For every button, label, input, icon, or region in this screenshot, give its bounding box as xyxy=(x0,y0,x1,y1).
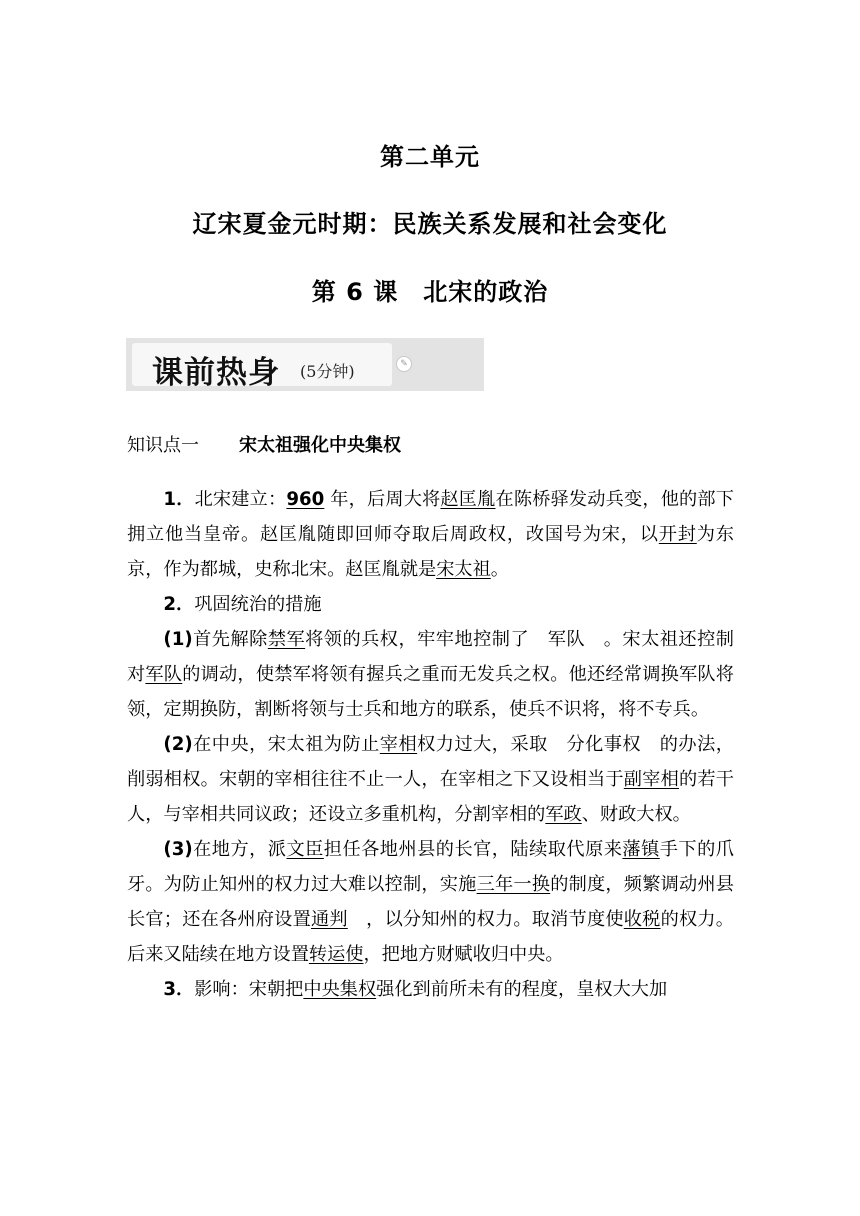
answer-blank: 赵匡胤 xyxy=(440,489,496,510)
lesson-content xyxy=(127,482,734,1007)
text: 手下的爪牙。为防止知州的权力过大难以控制，实施 xyxy=(127,839,734,895)
text: 权力过大，采取 xyxy=(417,734,567,755)
answer-blank: 军队 xyxy=(145,664,183,685)
answer-blank: 军队 xyxy=(547,629,586,650)
answer-blank: 禁军 xyxy=(267,629,306,650)
clock-icon: ✎ xyxy=(396,356,412,372)
text: 的若干人，与宰相共同议政；还设立多重机构，分割宰相的 xyxy=(127,769,734,825)
knowledge-point-title: 宋太祖强化中央集权 xyxy=(239,435,401,456)
answer-blank: 三年一换 xyxy=(476,874,551,895)
text: 为东京，作为都城，史称北宋。赵匡胤就是 xyxy=(127,524,734,580)
text: ，把地方财赋收归中央。 xyxy=(363,944,564,965)
text: 在中央，宋太祖为防止 xyxy=(192,734,380,755)
answer-blank: 藩镇 xyxy=(622,839,660,860)
answer-blank: 开封 xyxy=(658,524,697,545)
text: 在地方，派 xyxy=(192,839,287,860)
text: 的权力。后来又陆续在地方设置 xyxy=(127,909,734,965)
item-number: (3) xyxy=(163,839,193,860)
answer-blank: 960 xyxy=(286,489,325,510)
text: 。宋太祖还控制对 xyxy=(127,629,734,685)
answer-blank: 中央集权 xyxy=(303,979,377,1000)
knowledge-point-label: 知识点一 xyxy=(127,435,199,456)
paragraph-2 xyxy=(127,587,734,622)
warmup-banner xyxy=(126,338,484,391)
knowledge-point-heading xyxy=(127,431,401,457)
text: 担任各地州县的长官，陆续取代原来 xyxy=(323,839,623,860)
text: 将领的兵权，牢牢地控制了 xyxy=(305,629,548,650)
text: 的制度，频繁调动州县长官；还在各州府设置 xyxy=(127,874,734,930)
item-number: (2) xyxy=(163,734,193,755)
answer-blank: 宋太祖 xyxy=(436,559,491,580)
unit-title: 第二单元 xyxy=(380,143,480,171)
paragraph-6 xyxy=(127,972,734,1007)
text: ，以分知州的权力。取消节度使 xyxy=(347,909,624,930)
text: 首先解除 xyxy=(192,629,268,650)
item-number: 3． xyxy=(163,979,195,1000)
paragraph-5 xyxy=(127,832,734,972)
answer-blank: 分化事权 xyxy=(566,734,642,755)
text: 强化到前所未有的程度，皇权大大加 xyxy=(376,979,668,1000)
answer-blank: 转运使 xyxy=(308,944,364,965)
answer-blank: 通判 xyxy=(310,909,348,930)
paragraph-1 xyxy=(127,482,734,587)
item-number: 2． xyxy=(163,594,195,615)
answer-blank: 文臣 xyxy=(286,839,324,860)
period-title: 辽宋夏金元时期：民族关系发展和社会变化 xyxy=(192,210,668,238)
text: 北宋建立： xyxy=(194,489,287,510)
answer-blank: 副宰相 xyxy=(623,769,679,790)
text: 、财政大权。 xyxy=(581,804,691,825)
item-number: (1) xyxy=(163,629,193,650)
text: 影响：宋朝把 xyxy=(194,979,304,1000)
text: 。 xyxy=(490,559,509,580)
text: 在陈桥驿发动兵变，他的部下拥立他当皇帝。赵匡胤随即回师夺取后周政权，改国号为宋，以 xyxy=(127,489,734,545)
text: 巩固统治的措施 xyxy=(194,594,322,615)
answer-blank: 宰相 xyxy=(379,734,418,755)
warmup-banner-label: 课前热身 xyxy=(152,355,280,391)
answer-blank: 收税 xyxy=(623,909,661,930)
answer-blank: 军政 xyxy=(545,804,582,825)
text: 年，后周大将 xyxy=(324,489,441,510)
text: 的调动，使禁军将领有握兵之重而无发兵之权。他还经常调换军队将领，定期换防，割断将领与士兵和地方的联系，使兵不识将，将不专兵。 xyxy=(127,664,734,720)
lesson-title: 第 6 课 北宋的政治 xyxy=(311,278,549,306)
paragraph-3 xyxy=(127,622,734,727)
paragraph-4 xyxy=(127,727,734,832)
warmup-banner-time: (5分钟) xyxy=(300,362,355,381)
text: 的办法，削弱相权。宋朝的宰相往往不止一人，在宰相之下又设相当于 xyxy=(127,734,734,790)
item-number: 1． xyxy=(163,489,195,510)
warmup-banner-label-box xyxy=(132,343,392,391)
